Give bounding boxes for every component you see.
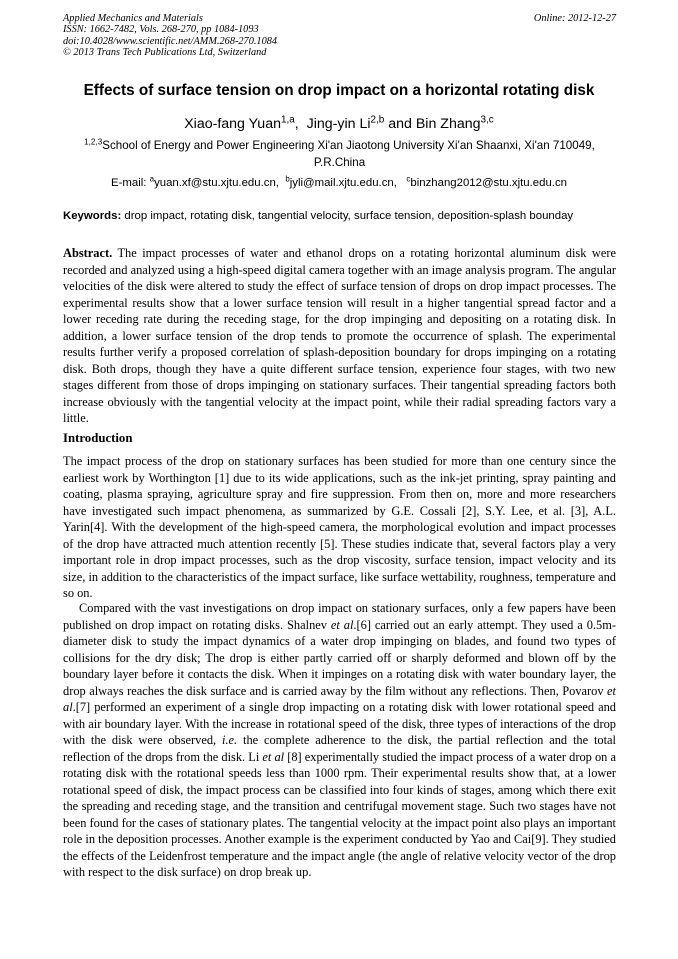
email-mark: b [285,174,290,184]
email-line [40,175,638,192]
abstract-paragraph [63,245,616,427]
abstract-label: Abstract. [63,246,113,260]
affiliation-text: School of Energy and Power Engineering Xi'an Jiaotong University Xi'an Shaanxi, Xi'an 710049, P.R.China [102,139,595,169]
doi-line[interactable]: doi:10.4028/www.scientific.net/AMM.268-270.1084 [63,35,278,47]
author-separator: , [294,116,307,132]
issn-line[interactable]: ISSN: 1662-7482, Vols. 268-270, pp 1084-1093 [63,24,259,36]
email-mark: a [149,174,155,184]
abstract-text: The impact processes of water and ethanol drops on a rotating horizontal aluminum disk were recorded and analyzed using a high-speed digital camera together with an image analysis program. The angular velocities of the disk were altered to study the effect of surface tension of drops on drop impact processes. The experimental results show that a lower surface tension will result in a higher tangential spread factor and a lower receding rate during the receding stage, for the drop impinging and depositing on a rotating disk. In addition, a lower surface tension of the drop tends to promote the occurrence of splash. The experimental results further verify a proposed correlation of splash-deposition boundary for drops impinging on a rotating disk. Both drops, though they have a quite different surface tension, experience four stages, with two new stages different from those of drops impinging on stationary surfaces. Their tangential spreading factors both increase obviously with the tangential velocity at the impact point, while their radial spreading factors vary a little. [63,246,616,425]
author-name: Jing-yin Li [306,116,371,132]
author-affiliation-mark: 3,c [480,114,494,126]
text-run: [8] experimentally studied the impact process of a water drop on a rotating disk with the rotational speeds less than 1000 rpm. Their experimental results show that, at a lower rotational speed of disk, the impact process can be classified into four kinds of stages, among which there exit the spreading and receding stage, and the transition and centrifugal movement stage. Such two stages have not been found for the cases of stationary plates. The tangential velocity at the impact point also plays an important role in the deposition processes. Another example is the experiment conducted by Yao and Cai[9]. They studied the effects of the Leidenfrost temperature and the impact angle (the angle of relative velocity vector of the drop with respect to the disk surface) on drop break up. [63,749,616,879]
email-gap [397,177,407,189]
email-address[interactable]: yuan.xf@stu.xjtu.edu.cn, [154,177,279,189]
introduction-paragraph-1 [63,453,616,602]
paragraph-text [63,600,616,881]
copyright-line: © 2013 Trans Tech Publications Ltd, Switzerland [63,46,267,58]
author-affiliation-mark: 1,a [280,114,295,126]
text-run: Compared with the vast investigations on drop impact on stationary surfaces, only a few papers have been published on drop impact on rotating disks. Shalnev [63,601,616,632]
online-date: Online: 2012-12-27 [533,13,616,24]
introduction-heading: Introduction [63,431,133,445]
author-affiliation-mark: 2,b [370,114,385,126]
italic-run: et al [330,617,354,632]
paragraph-text: The impact process of the drop on stationary surfaces has been studied for more than one century since the earliest work by Worthington [1] due to its wide applications, such as the ink-jet printing, spray painting and coating, plasma spraying, agriculture spray and fire suppression. From then on, more and more researchers have investigated such impact phenomena, as summarized by G.E. Cossali [2], S.Y. Lee, et al. [3], A.L. Yarin[4]. With the development of the high-speed camera, the morphological evolution and impact processes of the drop have attracted much attention recently [5]. These studies indicate that, several factors play a very important role in drop impact processes, such as the drop viscosity, surface tension, impact velocity and its size, in addition to the characteristics of the impact surface, like surface wettability, roughness, temperature and so on. [63,454,616,600]
keywords-label: Keywords: [63,210,122,222]
keywords [63,209,616,223]
paper-title: Effects of surface tension on drop impact on a horizontal rotating disk [83,82,595,99]
abstract-section [63,245,616,427]
email-address[interactable]: jyli@mail.xjtu.edu.cn, [289,177,397,189]
author-name: Bin Zhang [415,116,481,132]
text-run: .[7] performed an experiment of a single drop impacting on a rotating disk with lower rotational speed and with air boundary layer. With the increase in rotational speed of the disk, three types of interactions of the drop with the disk were observed, [63,700,616,747]
email-mark: c [406,174,411,184]
affiliation [63,137,616,171]
author-list [40,115,638,133]
italic-run: et al [63,683,616,714]
text-run: .[6] carried out an early attempt. They used a 0.5m-diameter disk to study the impact dynamics of a water drop impinging on blades, and found two types of collisions for the dry disk; The drop is either partly carried off or sharply deformed and blown off by the boundary layer before it contacts the disk. When it impinges on a rotating disk with water boundary layer, the drop always reaches the disk surface and is carried away by the film without any reflections. Then, Povarov [63,617,616,698]
italic-run: et al [262,749,285,764]
affiliation-mark: 1,2,3 [84,137,103,147]
author-name: Xiao-fang Yuan [184,116,281,132]
email-label: E-mail: [111,177,150,189]
italic-run: i.e. [222,733,238,747]
journal-header [63,13,616,58]
author-separator: and [384,116,416,132]
text-run: the complete adherence to the disk, the partial reflection and the total reflection of the drops from the disk. Li [63,733,616,764]
keywords-text: drop impact, rotating disk, tangential velocity, surface tension, deposition-splash bounday [121,210,574,222]
journal-name: Applied Mechanics and Materials [63,13,203,24]
email-address[interactable]: binzhang2012@stu.xjtu.edu.cn [410,177,567,189]
introduction-paragraph-2 [63,600,616,881]
